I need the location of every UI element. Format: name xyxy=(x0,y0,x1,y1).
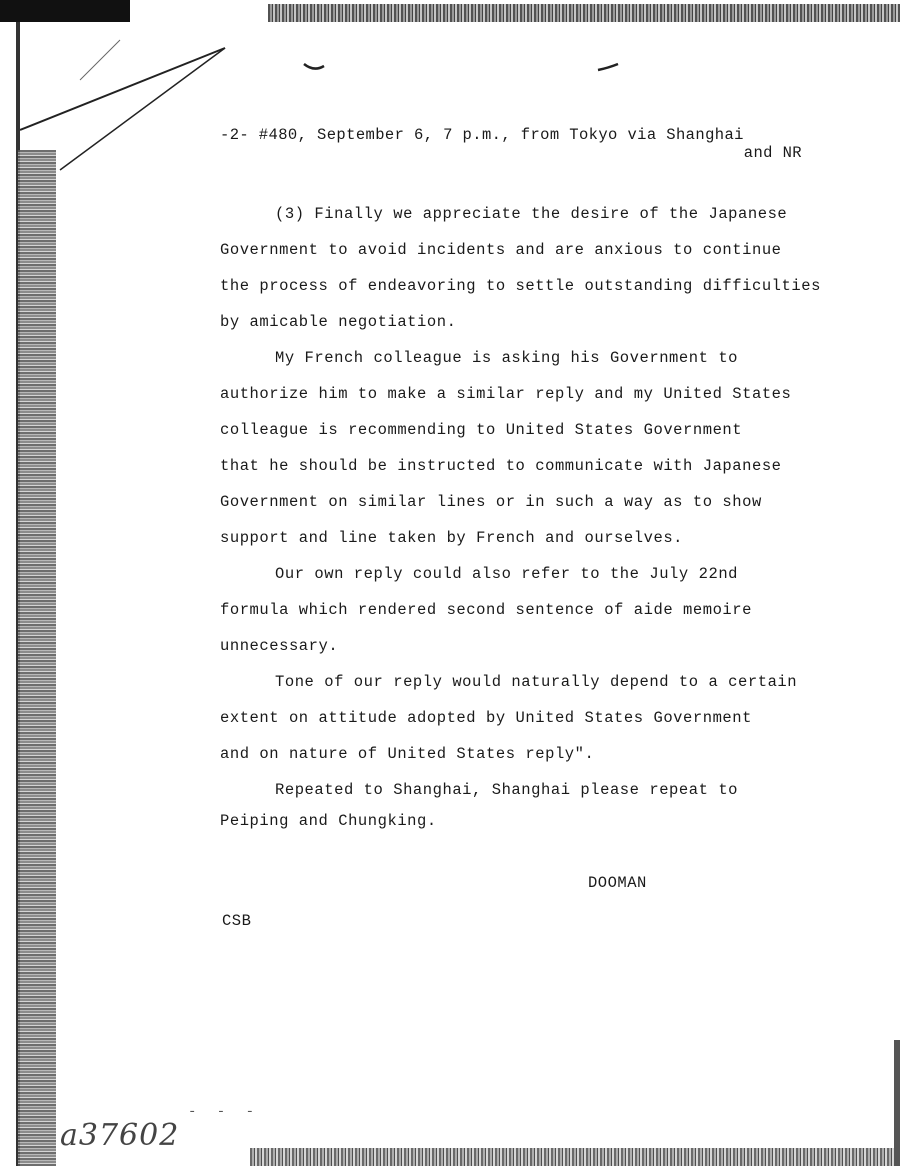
telegram-body xyxy=(220,196,890,834)
paragraph xyxy=(220,196,890,340)
text-line: Government to avoid incidents and are anxious to continue xyxy=(220,241,782,259)
text-line: extent on attitude adopted by United States Government xyxy=(220,709,752,727)
text-line: My French colleague is asking his Government to xyxy=(275,349,739,367)
text-line: support and line taken by French and ourselves. xyxy=(220,529,684,547)
scan-border-top xyxy=(268,4,900,22)
text-line: Our own reply could also refer to the July 22nd xyxy=(275,565,739,583)
text-line: formula which rendered second sentence of aide memoire xyxy=(220,601,752,619)
text-line: Repeated to Shanghai, Shanghai please repeat to xyxy=(275,781,739,799)
text-line: and on nature of United States reply". xyxy=(220,745,595,763)
paragraph xyxy=(220,772,890,834)
page-fold-marks xyxy=(20,20,240,180)
signature: DOOMAN xyxy=(588,874,647,892)
text-line: Tone of our reply would naturally depend to a certain xyxy=(275,673,798,691)
text-line: (3) Finally we appreciate the desire of the Japanese xyxy=(275,205,788,223)
scan-corner-top-left xyxy=(0,0,130,22)
text-line: unnecessary. xyxy=(220,637,339,655)
scan-border-right xyxy=(894,1040,900,1166)
text-line: that he should be instructed to communicate with Japanese xyxy=(220,457,782,475)
text-line: the process of endeavoring to settle outstanding difficulties xyxy=(220,277,821,295)
scan-border-strip-left xyxy=(18,150,56,1166)
stray-marks: - - - xyxy=(188,1104,261,1120)
handwritten-document-number: a37602 xyxy=(60,1118,180,1153)
scan-specks xyxy=(300,58,630,78)
text-line: Peiping and Chungking. xyxy=(220,812,437,830)
paragraph xyxy=(220,340,890,556)
telegram-header xyxy=(220,126,810,162)
text-line: by amicable negotiation. xyxy=(220,313,457,331)
text-line: authorize him to make a similar reply and my United States xyxy=(220,385,792,403)
paragraph xyxy=(220,664,890,772)
paragraph xyxy=(220,556,890,664)
typist-initials: CSB xyxy=(222,912,252,930)
text-line: Government on similar lines or in such a way as to show xyxy=(220,493,762,511)
scan-border-bottom xyxy=(250,1148,900,1166)
header-line-1: -2- #480, September 6, 7 p.m., from Tokyo via Shanghai xyxy=(220,126,744,144)
text-line: colleague is recommending to United States Government xyxy=(220,421,743,439)
header-line-2: and NR xyxy=(743,144,802,162)
